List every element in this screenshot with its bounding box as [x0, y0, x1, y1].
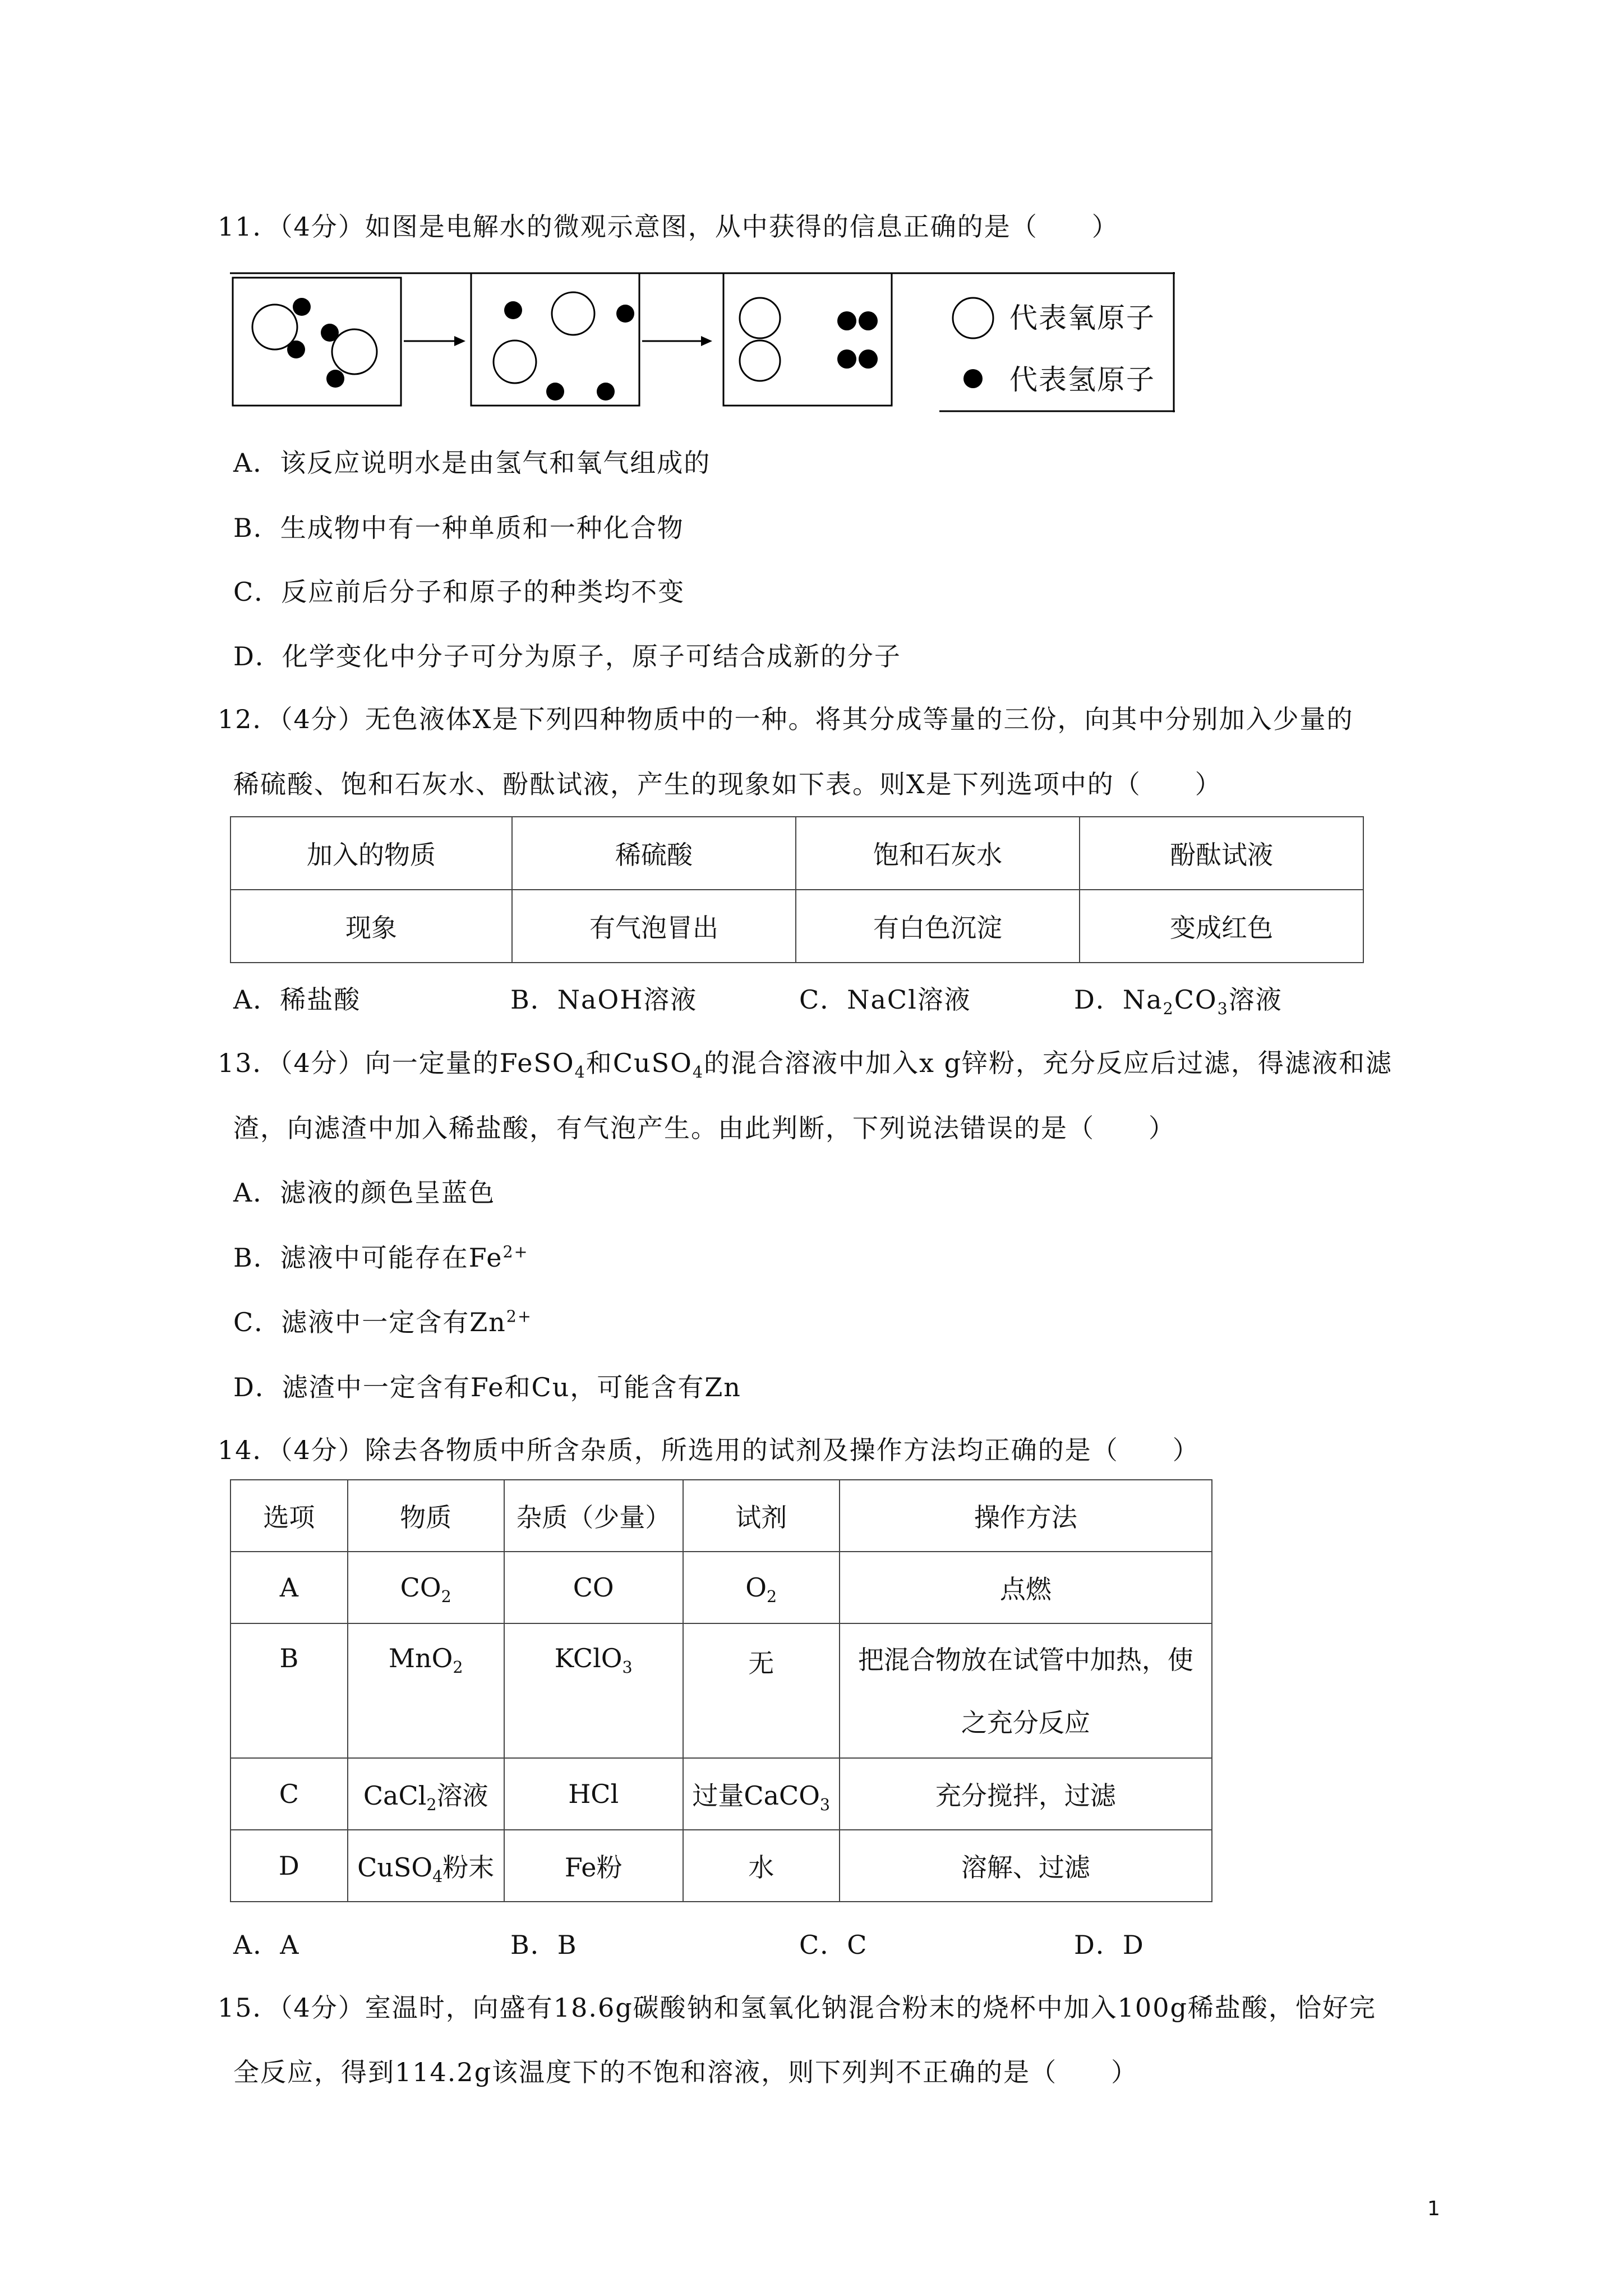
q12-option-b: B．NaOH溶液	[510, 984, 698, 1015]
q12-cell: 变成红色	[1080, 890, 1363, 963]
q12-cell: 酚酞试液	[1080, 817, 1363, 890]
q12-cell: 稀硫酸	[512, 817, 796, 890]
q12-option-a: A．稀盐酸	[233, 984, 361, 1015]
hydrogen-atom	[293, 298, 311, 316]
q14-cell: 充分搅拌，过滤	[840, 1758, 1212, 1830]
q13-stem-line2: 渣，向滤渣中加入稀盐酸，有气泡产生。由此判断，下列说法错误的是（ ）	[233, 1113, 1175, 1143]
q14-stem: 14．（4分）除去各物质中所含杂质，所选用的试剂及操作方法均正确的是（ ）	[218, 1435, 1200, 1465]
q14-header-cell: 操作方法	[840, 1480, 1212, 1552]
q14-method-line: 之充分反应	[961, 1708, 1090, 1738]
q14-cell: CO	[504, 1552, 683, 1623]
oxygen-atom	[740, 298, 780, 338]
q12-option-c: C．NaCl溶液	[799, 984, 971, 1015]
hydrogen-atom	[504, 301, 522, 319]
hydrogen-atom	[859, 311, 878, 330]
q14-cell: CaCl$_2$溶液	[348, 1758, 504, 1830]
q15-stem-line1: 15．（4分）室温时，向盛有18.6g碳酸钠和氢氧化钠混合粉末的烧杯中加入100g稀盐酸，恰好完	[218, 1993, 1376, 2023]
q14-header-cell: 物质	[348, 1480, 504, 1552]
q14-cell: B	[230, 1623, 348, 1758]
q13-option-d: D．滤渣中一定含有Fe和Cu，可能含有Zn	[233, 1372, 741, 1402]
q12-cell: 有气泡冒出	[512, 890, 796, 963]
q13-option-a: A．滤液的颜色呈蓝色	[233, 1177, 496, 1208]
arrow-icon	[701, 336, 712, 346]
q14-header-cell: 杂质（少量）	[504, 1480, 683, 1552]
q12-stem-line2: 稀硫酸、饱和石灰水、酚酞试液，产生的现象如下表。则X是下列选项中的（ ）	[233, 769, 1222, 799]
arrow-icon	[454, 336, 465, 346]
q12-cell: 加入的物质	[230, 817, 512, 890]
q14-cell: $CO_2$	[348, 1552, 504, 1623]
q12-cell: 饱和石灰水	[796, 817, 1080, 890]
page-number: 1	[1427, 2197, 1440, 2220]
q13-option-c: C．滤液中一定含有$Zn^{2+}$	[233, 1307, 532, 1337]
hydrogen-atom	[837, 311, 856, 330]
q12-cell: 现象	[230, 890, 512, 963]
q14-cell: HCl	[504, 1758, 683, 1830]
q11-option-a: A．该反应说明水是由氢气和氧气组成的	[233, 448, 711, 478]
q11-option-c: C．反应前后分子和原子的种类均不变	[233, 577, 685, 607]
q14-header-cell: 选项	[230, 1480, 348, 1552]
diagram-box-products	[723, 273, 892, 406]
q13-option-b: B．滤液中可能存在$Fe^{2+}$	[233, 1243, 529, 1273]
q14-cell: 点燃	[840, 1552, 1212, 1623]
q14-cell: 溶解、过滤	[840, 1830, 1212, 1902]
legend-oxygen-label: 代表氧原子	[1009, 302, 1155, 334]
q14-cell: $O_2$	[683, 1552, 840, 1623]
q14-cell: KClO$_3$	[504, 1623, 683, 1758]
oxygen-atom	[332, 329, 377, 374]
q12-table	[230, 816, 1364, 963]
q14-header-cell: 试剂	[683, 1480, 840, 1552]
q12-stem-line1: 12．（4分）无色液体X是下列四种物质中的一种。将其分成等量的三份，向其中分别加入少量的	[218, 704, 1354, 734]
q11-stem: 11．（4分）如图是电解水的微观示意图，从中获得的信息正确的是（ ）	[218, 211, 1119, 242]
q11-option-d: D．化学变化中分子可分为原子，原子可结合成新的分子	[233, 641, 901, 671]
hydrogen-atom	[326, 370, 344, 388]
hydrogen-atom	[859, 349, 878, 369]
hydrogen-atom	[287, 341, 305, 358]
q14-method-line: 把混合物放在试管中加热，使	[857, 1645, 1193, 1675]
q14-option-c: C．C	[799, 1930, 868, 1960]
q13-stem-line1: 13．（4分）向一定量的FeSO$_4$和CuSO$_4$的混合溶液中加入x g锌粉，充分反应后过滤，得滤液和滤	[218, 1048, 1393, 1082]
oxygen-atom	[552, 292, 594, 335]
q14-table	[230, 1479, 1212, 1902]
q14-option-d: D．D	[1074, 1930, 1145, 1960]
oxygen-atom	[740, 341, 780, 381]
oxygen-atom	[494, 341, 536, 383]
q12-option-d: D．$Na_2CO_3$溶液	[1074, 984, 1283, 1019]
q14-cell: 无	[683, 1623, 840, 1758]
q14-cell: A	[230, 1552, 348, 1623]
q11-option-b: B．生成物中有一种单质和一种化合物	[233, 513, 684, 543]
hydrogen-atom	[546, 383, 564, 401]
q14-cell: 过量CaCO$_3$	[683, 1758, 840, 1830]
legend-hydrogen-label: 代表氢原子	[1009, 364, 1155, 396]
q14-cell: D	[230, 1830, 348, 1902]
hydrogen-atom	[321, 324, 339, 342]
oxygen-legend-icon	[953, 298, 993, 338]
q14-option-a: A．A	[233, 1930, 300, 1960]
hydrogen-atom	[837, 349, 856, 369]
hydrogen-legend-icon	[963, 369, 983, 388]
q14-cell: C	[230, 1758, 348, 1830]
hydrogen-atom	[597, 383, 615, 401]
q14-option-b: B．B	[510, 1930, 578, 1960]
q14-cell: Fe粉	[504, 1830, 683, 1902]
q15-stem-line2: 全反应，得到114.2g该温度下的不饱和溶液，则下列判不正确的是（ ）	[233, 2057, 1138, 2087]
q14-cell: 水	[683, 1830, 840, 1902]
q14-cell	[840, 1623, 1212, 1758]
q12-cell: 有白色沉淀	[796, 890, 1080, 963]
q14-cell: MnO$_2$	[348, 1623, 504, 1758]
hydrogen-atom	[616, 305, 634, 323]
q14-cell: CuSO$_4$粉末	[348, 1830, 504, 1902]
